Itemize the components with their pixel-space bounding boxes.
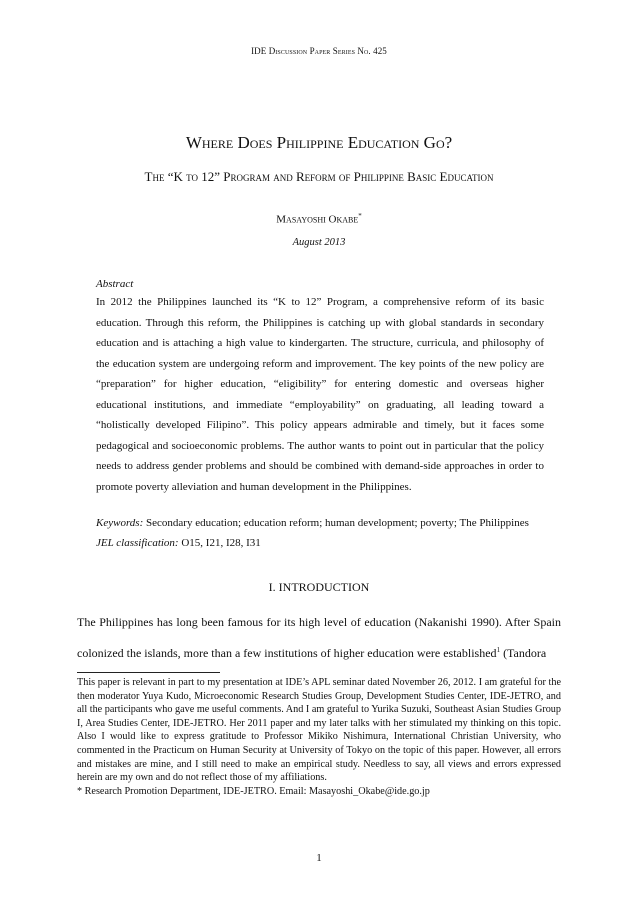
footnote-block xyxy=(77,676,561,798)
keywords-label: Keywords: xyxy=(96,517,144,529)
keywords-block xyxy=(96,513,544,553)
author-footnote-marker: * xyxy=(358,212,362,220)
footnote-reference: 1 xyxy=(496,645,501,654)
jel-label: JEL classification: xyxy=(96,537,179,549)
footnote-divider xyxy=(77,672,220,673)
acknowledgement-note: This paper is relevant in part to my presentation at IDE’s APL seminar dated November 26, 2012. I am grateful for the then moderator Yuya Kudo, Microeconomic Research Studies Group, Development Studies Center, IDE-JETRO, and all the participants who gave me useful comments. And I am grateful to Yurika Suzuki, Southeast Asian Studies Group I, Area Studies Center, IDE-JETRO. Her 2011 paper and my later talks with her stimulated my thinking on this topic. Also I would like to express gratitude to Professor Mikiko Nishimura, International Christian University, who commented in the Practicum on Human Security at University of Tokyo on the topic of this paper. However, all errors and mistakes are mine, and I still need to make an empirical study. Needless to say, all views and errors expressed herein are my own and do not reflect those of my affiliations. xyxy=(77,677,561,784)
affiliation-note: * Research Promotion Department, IDE-JETRO. Email: Masayoshi_Okabe@ide.go.jp xyxy=(77,785,430,797)
paper-subtitle: The “K to 12” Program and Reform of Philippine Basic Education xyxy=(144,169,494,184)
intro-text-continued: (Tandora xyxy=(500,645,547,660)
intro-text: The Philippines has long been famous for its high level of education (Nakanishi 1990). After Spain colonized the islands, more than a few institutions of higher education were established xyxy=(77,615,561,660)
keywords-text: Secondary education; education reform; human development; poverty; The Philippines xyxy=(146,517,529,529)
page-number: 1 xyxy=(316,852,322,864)
keywords-line xyxy=(96,513,544,533)
running-header: IDE Discussion Paper Series No. 425 xyxy=(251,46,387,56)
abstract-label: Abstract xyxy=(96,278,134,290)
jel-line xyxy=(96,533,544,553)
publication-date: August 2013 xyxy=(292,237,346,248)
section-heading: I. INTRODUCTION xyxy=(268,580,370,594)
paper-title: Where Does Philippine Education Go? xyxy=(185,133,453,152)
author-line xyxy=(0,212,638,226)
intro-paragraph xyxy=(77,609,561,667)
abstract-text: In 2012 the Philippines launched its “K to 12” Program, a comprehensive reform of its basic education. Through this reform, the Philippines is catching up with global standards in secondary education and is attaching a high value to kindergarten. The structure, curricula, and philosophy of the education system are undergoing reform and improvement. The key points of the new policy are “preparation” for higher education, “eligibility” for entering domestic and overseas higher educational institutions, and immediate “employability” on graduating, all leading toward a “holistically developed Filipino”. This policy appears admirable and timely, but it faces some pedagogical and socioeconomic problems. The author wants to point out in particular that the policy needs to address gender problems and should be combined with demand-side approaches in order to promote poverty alleviation and human development in the Philippines. xyxy=(96,296,544,493)
jel-text: O15, I21, I28, I31 xyxy=(181,537,261,549)
author-name: Masayoshi Okabe xyxy=(276,213,359,226)
